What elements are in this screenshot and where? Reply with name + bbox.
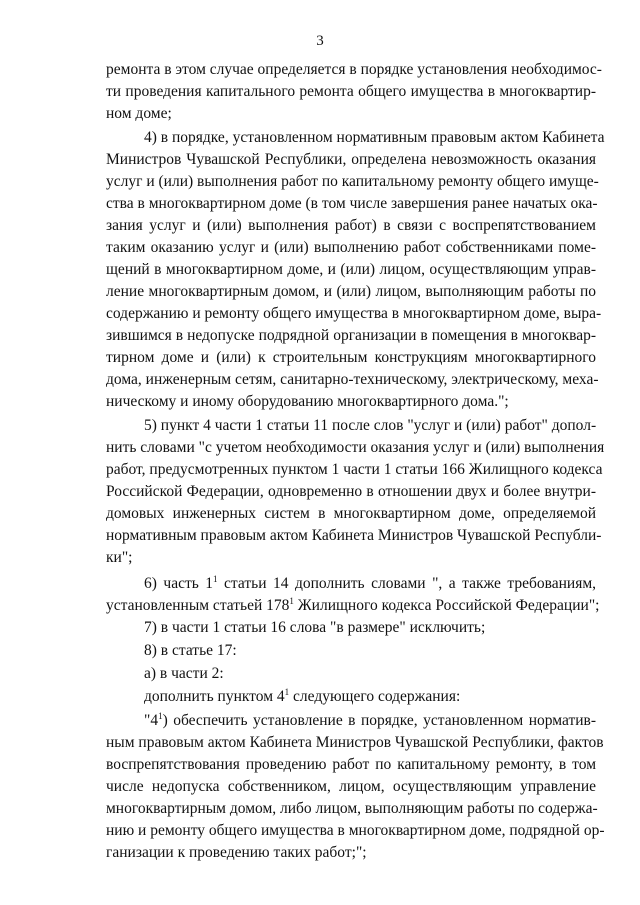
text-line: ства в многоквартирном доме (в том числе завершения ранее начатых ока- — [106, 195, 598, 212]
text-line: щений в многоквартирном доме, и (или) лицом, осуществляющим управ- — [106, 261, 596, 278]
text-line: ном доме; — [106, 105, 172, 122]
text-line: домовых инженерных систем в многоквартирном доме, определяемой — [106, 505, 596, 522]
text-line: Министров Чувашской Республики, определена невозможность оказания — [106, 151, 596, 168]
supplement-line — [106, 686, 596, 708]
item6-text: установленным статьей 178 — [106, 597, 290, 614]
text-line: нить словами "с учетом необходимости оказания услуг и (или) выполнения — [106, 439, 605, 456]
paragraph-8: 8) в статье 17: — [144, 642, 237, 659]
text-line: числе недопуска собственником, лицом, осуществляющим управление — [106, 778, 596, 795]
paragraph-7: 7) в части 1 статьи 16 слова "в размере" исключить; — [144, 619, 486, 636]
text-line: нию и ремонту общего имущества в многоквартирном доме, подрядной ор- — [106, 822, 605, 839]
paragraph-5-first-line: 5) пункт 4 части 1 статьи 11 после слов "услуг и (или) работ" допол- — [144, 417, 597, 434]
text-line: зания услуг и (или) выполнения работ) в связи с воспрепятствованием — [106, 217, 596, 234]
quote-text: "4 — [144, 712, 159, 729]
paragraph-6-first-line — [106, 573, 596, 595]
supplement-text: дополнить пунктом 4 — [144, 688, 285, 705]
text-line: ганизации к проведению таких работ;"; — [106, 844, 367, 861]
text-line: ти проведения капитального ремонта общего имущества в многоквартир- — [106, 83, 596, 100]
quoted-item-first-line — [106, 710, 596, 732]
text-line: ным правовым актом Кабинета Министров Чувашской Республики, фактов — [106, 734, 604, 751]
item6-text: статьи 14 дополнить словами ", а также требованиям, — [217, 575, 597, 592]
text-line: работ, предусмотренных пунктом 1 части 1 статьи 166 Жилищного кодекса — [106, 461, 603, 478]
item6-text: 6) часть 1 — [144, 575, 214, 592]
text-line: ремонта в этом случае определяется в порядке установления необходимос- — [106, 61, 602, 78]
text-line: содержанию и ремонту общего имущества в многоквартирном доме, выра- — [106, 305, 602, 322]
text-line: Российской Федерации, одновременно в отношении двух и более внутри- — [106, 483, 596, 500]
superscript: 1 — [284, 687, 290, 697]
text-line: зившимся в недопуске подрядной организации в помещения в многоквар- — [106, 327, 596, 344]
superscript: 1 — [158, 711, 163, 721]
text-line: воспрепятствования проведению работ по капитальному ремонту, в том — [106, 756, 596, 773]
superscript: 1 — [213, 574, 218, 584]
text-line: таким оказанию услуг и (или) выполнению работ собственниками поме- — [106, 239, 596, 256]
paragraph-4-first-line: 4) в порядке, установленном нормативным правовым актом Кабинета — [144, 129, 605, 146]
superscript: 1 — [289, 596, 294, 606]
text-line: ки"; — [106, 549, 133, 566]
text-line: дома, инженерным сетям, санитарно-техническому, электрическому, меха- — [106, 371, 599, 388]
quote-text: ) обеспечить установление в порядке, установленном норматив- — [162, 712, 596, 729]
text-line: услуг и (или) выполнения работ по капитальному ремонту общего имуще- — [106, 173, 599, 190]
supplement-text: следующего содержания: — [289, 688, 461, 705]
text-line: тирном доме и (или) к строительным конструкциям многоквартирного — [106, 349, 596, 366]
text-line — [106, 595, 600, 617]
text-line: ническому и иному оборудованию многоквартирного дома."; — [106, 393, 509, 410]
item6-text: Жилищного кодекса Российской Федерации"; — [293, 597, 600, 614]
text-line: ление многоквартирным домом, и (или) лицом, выполняющим работы по — [106, 283, 596, 300]
page-number: 3 — [316, 33, 324, 49]
text-line: нормативным правовым актом Кабинета Министров Чувашской Республи- — [106, 527, 602, 544]
subparagraph-a: а) в части 2: — [144, 665, 224, 682]
text-line: многоквартирным домом, либо лицом, выполняющим работы по содержа- — [106, 800, 598, 817]
